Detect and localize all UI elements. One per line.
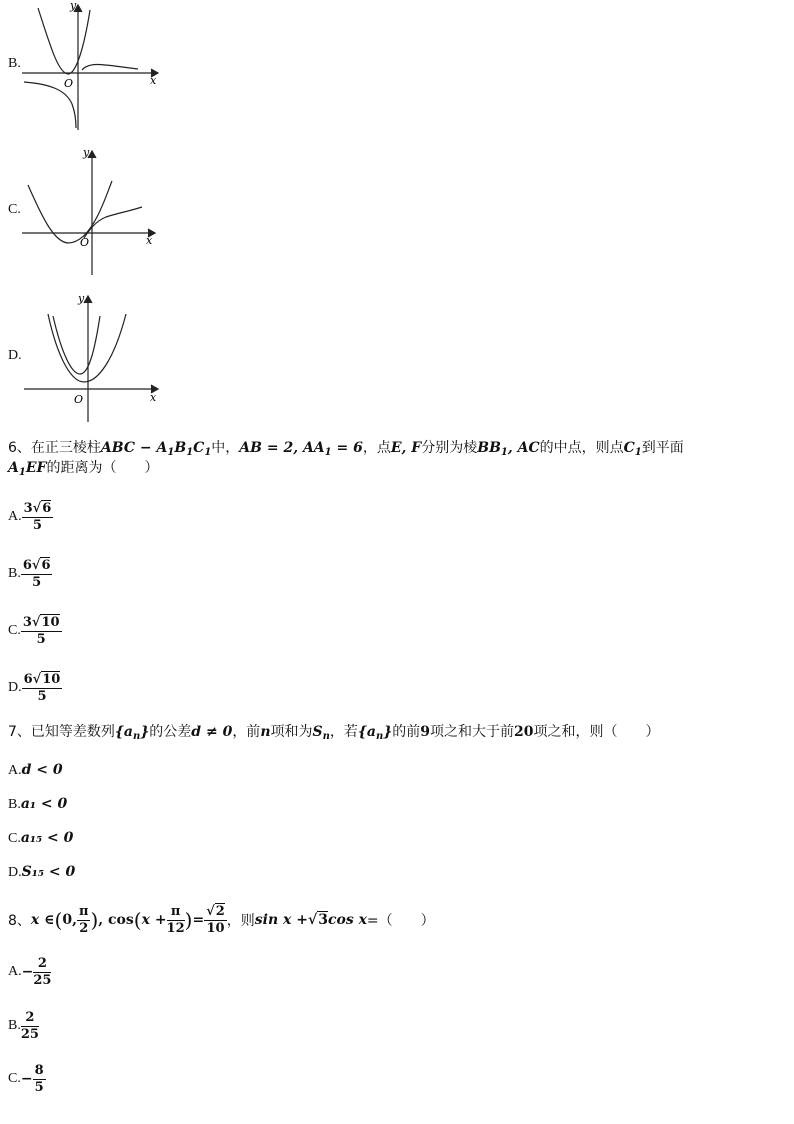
q8-option-c: C. − $\frac{8}{5}$: [8, 1062, 44, 1095]
graph-c-y-label: y: [83, 146, 90, 159]
graph-c: [20, 145, 165, 280]
q7-option-d: D.S₁₅ < 0: [8, 864, 76, 880]
q6-text: 中，: [211, 440, 240, 456]
q6-points: E, F: [390, 440, 422, 456]
graph-d-parabola-inner: [53, 316, 100, 374]
graph-b-origin: O: [64, 77, 74, 90]
q8-option-b: B. $\frac{2}{25}$: [8, 1009, 39, 1042]
q6-option-d: D. $\frac{6√10}{5}$: [8, 671, 61, 704]
graph-c-origin: O: [80, 236, 90, 249]
question-6-stem: [8, 438, 768, 478]
graph-d-y-label: y: [78, 292, 85, 305]
q7-option-a: A.d < 0: [8, 762, 63, 778]
q6-option-a: A. $\frac{3√6}{5}$: [8, 500, 52, 533]
q6-text: 6、在正三棱柱: [8, 440, 101, 456]
graph-b-x-label: x: [150, 74, 157, 87]
q6-text: 的中点，则点: [539, 440, 624, 456]
option-d-label: D.: [8, 348, 22, 363]
question-8-stem: 8、 x ∈ ( 0, $\frac{\pi}{2}$ ) , cos ( x + $\frac{\pi}{12}$ ) = $\frac{√2}{10}$ ，则 sin x + √3 cos x =（ ）: [8, 903, 435, 936]
q6-option-b: B. $\frac{6√6}{5}$: [8, 557, 51, 590]
q6-plane: $A_1EF$: [8, 460, 47, 478]
graph-c-parabola: [28, 181, 112, 243]
q6-option-c: C. $\frac{3√10}{5}$: [8, 614, 60, 647]
q6-text: ，点: [362, 440, 391, 456]
graph-b-y-label: y: [70, 0, 77, 12]
q8-option-a: A. − $\frac{2}{25}$: [8, 955, 52, 988]
q6-text: 的距离为（ ）: [46, 460, 159, 476]
q6-edges: $BB_1$, AC: [477, 440, 540, 458]
question-7-stem: 7、已知等差数列$\{a_n\}$的公差d ≠ 0，前n项和为$S_n$，若$\{a_n\}$的前9项之和大于前20项之和，则（ ）: [8, 724, 660, 742]
q6-text: 到平面: [641, 440, 684, 456]
graph-d-parabola-outer: [48, 314, 126, 382]
graph-b-parabola: [38, 8, 90, 74]
q6-given: AB = 2, $AA_1 = 6$: [239, 440, 363, 458]
graph-b-hyperbola-right: [82, 64, 138, 70]
graph-d: [20, 290, 165, 425]
graph-d-x-label: x: [150, 391, 157, 404]
graph-c-x-label: x: [146, 234, 153, 247]
graph-b: [20, 0, 165, 135]
option-b-label: B.: [8, 56, 21, 71]
q6-prism: ABC − $A_1B_1C_1$: [100, 440, 212, 458]
option-c-label: C.: [8, 202, 21, 217]
graph-d-origin: O: [74, 393, 84, 406]
q6-text: 分别为棱: [421, 440, 478, 456]
q7-option-b: B.a₁ < 0: [8, 796, 68, 812]
q6-point-c1: $C_1$: [623, 440, 642, 458]
q7-option-c: C.a₁₅ < 0: [8, 830, 74, 846]
